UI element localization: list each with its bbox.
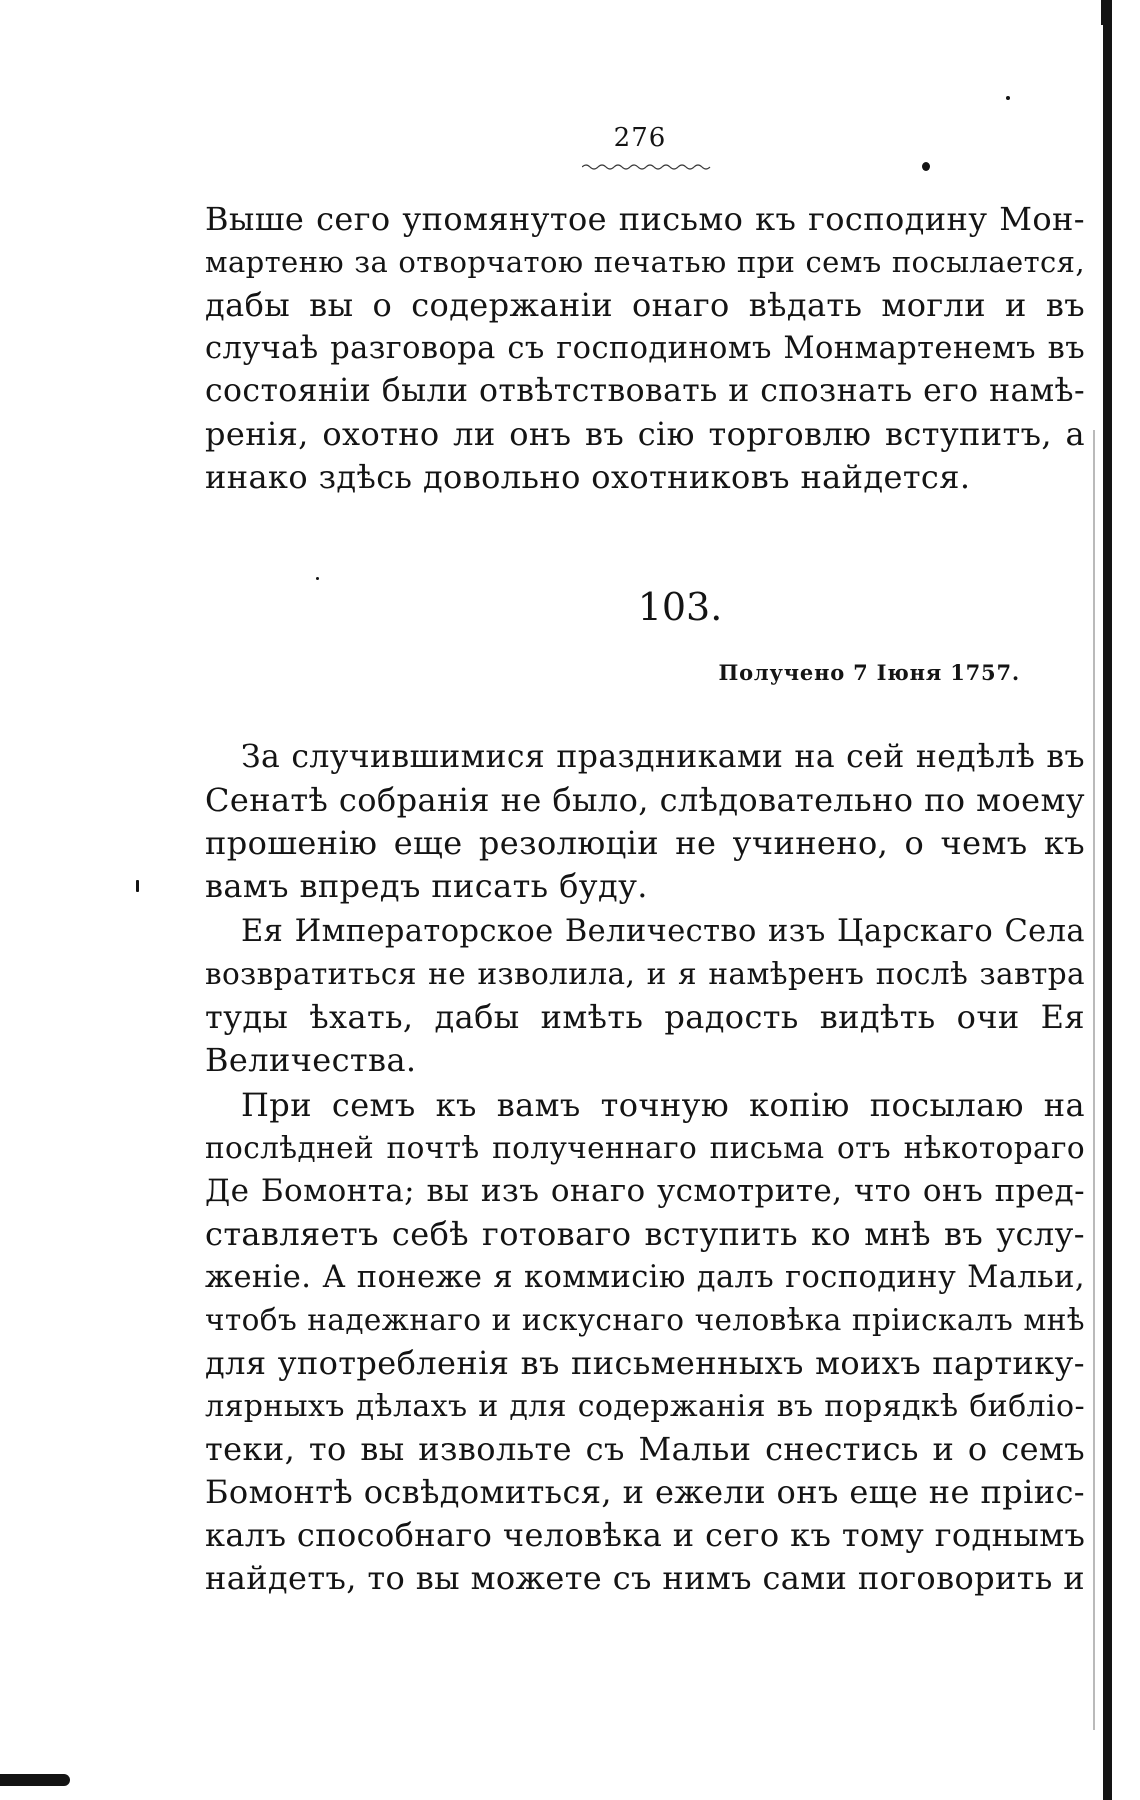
letter-number: 103.	[637, 585, 723, 629]
paragraph-beaumont	[205, 1084, 1085, 1600]
text-line: ставляетъ себѣ готоваго вступить ко мнѣ въ услу-	[205, 1215, 1085, 1253]
text-line: теки, то вы извольте съ Мальи снестись и о семъ	[205, 1430, 1085, 1468]
text-line: калъ способнаго человѣка и сего къ тому годнымъ	[205, 1516, 1086, 1554]
text-line: чтобъ надежнаго и искуснаго человѣка прiискалъ мнѣ	[205, 1303, 1085, 1337]
text-line: ренiя, охотно ли онъ въ сiю торговлю вступитъ, а	[205, 415, 1085, 453]
text-line: Величества.	[205, 1041, 417, 1079]
text-line: Ея Императорское Величество изъ Царскаго Села	[241, 914, 1085, 949]
intro-paragraph	[205, 198, 1085, 499]
paragraph-empress	[205, 910, 1085, 1082]
scan-right-edge	[1103, 0, 1112, 1800]
text-line: лярныхъ дѣлахъ и для содержанiя въ порядкѣ библiо-	[205, 1389, 1085, 1424]
text-line: За случившимися праздниками на сей недѣлѣ въ	[241, 739, 1085, 775]
text-line: состоянiи были отвѣтствовать и спознать его намѣ-	[205, 373, 1085, 409]
text-line: При семъ къ вамъ точную копiю посылаю на	[241, 1086, 1085, 1124]
text-line: женiе. А понеже я коммисiю далъ господину Мальи,	[205, 1260, 1085, 1295]
text-line: Выше сего упомянутое письмо къ господину Мон-	[205, 200, 1085, 238]
text-line: Сенатѣ собранiя не было, слѣдовательно по моему	[205, 781, 1085, 819]
text-line: случаѣ разговора съ господиномъ Монмартенемъ въ	[205, 331, 1085, 366]
scan-speck	[316, 577, 319, 580]
text-line: для употребленiя въ письменныхъ моихъ партику-	[205, 1344, 1085, 1382]
text-line: Бомонтѣ освѣдомиться, и ежели онъ еще не прiис-	[205, 1473, 1085, 1511]
scan-right-shadow	[1093, 430, 1095, 1730]
text-line: послѣдней почтѣ полученнаго письма отъ нѣкотораго	[205, 1131, 1085, 1165]
received-date-note: Получено 7 Iюня 1757.	[718, 660, 1020, 685]
text-line: вамъ впредъ писать буду.	[205, 867, 648, 905]
scan-speck	[922, 162, 930, 171]
page-number: 276	[613, 123, 667, 153]
text-line: туды ѣхать, дабы имѣть радость видѣть очи Ея	[205, 998, 1085, 1036]
paragraph-holidays	[205, 736, 1085, 908]
scan-smudge	[0, 1774, 70, 1786]
scan-speck	[136, 880, 139, 892]
text-line: прошенiю еще резолюцiи не учинено, о чемъ къ	[205, 824, 1085, 862]
text-line: мартеню за отворчатою печатью при семъ посылается,	[205, 245, 1085, 279]
text-line: Де Бомонта; вы изъ онаго усмотрите, что онъ пред-	[205, 1173, 1085, 1209]
text-line: возвратиться не изволила, и я намѣренъ послѣ завтра	[205, 957, 1085, 991]
text-line: дабы вы о содержанiи онаго вѣдать могли и въ	[205, 286, 1085, 324]
text-line: найдетъ, то вы можете съ нимъ сами поговорить и	[205, 1559, 1085, 1597]
text-line: инако здѣсь довольно охотниковъ найдется.	[205, 458, 971, 496]
scan-speck	[1006, 96, 1010, 100]
decorative-rule	[582, 163, 712, 171]
